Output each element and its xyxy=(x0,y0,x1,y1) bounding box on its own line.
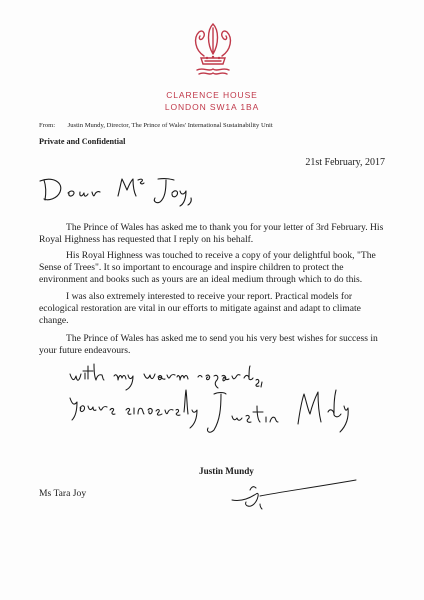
from-text: Justin Mundy, Director, The Prince of Wales' International Sustainability Unit xyxy=(67,122,273,129)
body-paragraph-4: The Prince of Wales has asked me to send you his very best wishes for success in your future endeavours. xyxy=(39,333,378,356)
signature-flourish xyxy=(230,474,360,514)
body-paragraph-3: I was also extremely interested to receive your report. Practical models for ecological restoration are vital in our efforts to mitigate against and adapt to climate change. xyxy=(39,291,361,326)
handwritten-salutation xyxy=(38,168,208,208)
signer-name: Justin Mundy xyxy=(199,466,254,476)
body-paragraph-1: The Prince of Wales has asked me to thank you for your letter of 3rd February. His Royal Highness has requested that I reply on his behalf. xyxy=(39,222,384,245)
from-label: From: xyxy=(39,122,56,129)
handwritten-closing-and-signature xyxy=(66,360,366,460)
from-line xyxy=(39,122,273,129)
letterhead-line-1: CLARENCE HOUSE xyxy=(166,90,258,100)
prince-of-wales-feathers-icon xyxy=(189,20,237,82)
classification-heading: Private and Confidential xyxy=(39,137,126,146)
recipient-name: Ms Tara Joy xyxy=(39,488,87,499)
letter-date: 21st February, 2017 xyxy=(305,157,385,168)
body-paragraph-2: His Royal Highness was touched to receive a copy of your delightful book, "The Sense of Trees". It so important to encourage and inspire children to protect the environment and books such as yours are an ideal medium through which to do this. xyxy=(39,250,376,285)
letterhead-line-2: LONDON SW1A 1BA xyxy=(164,102,260,112)
